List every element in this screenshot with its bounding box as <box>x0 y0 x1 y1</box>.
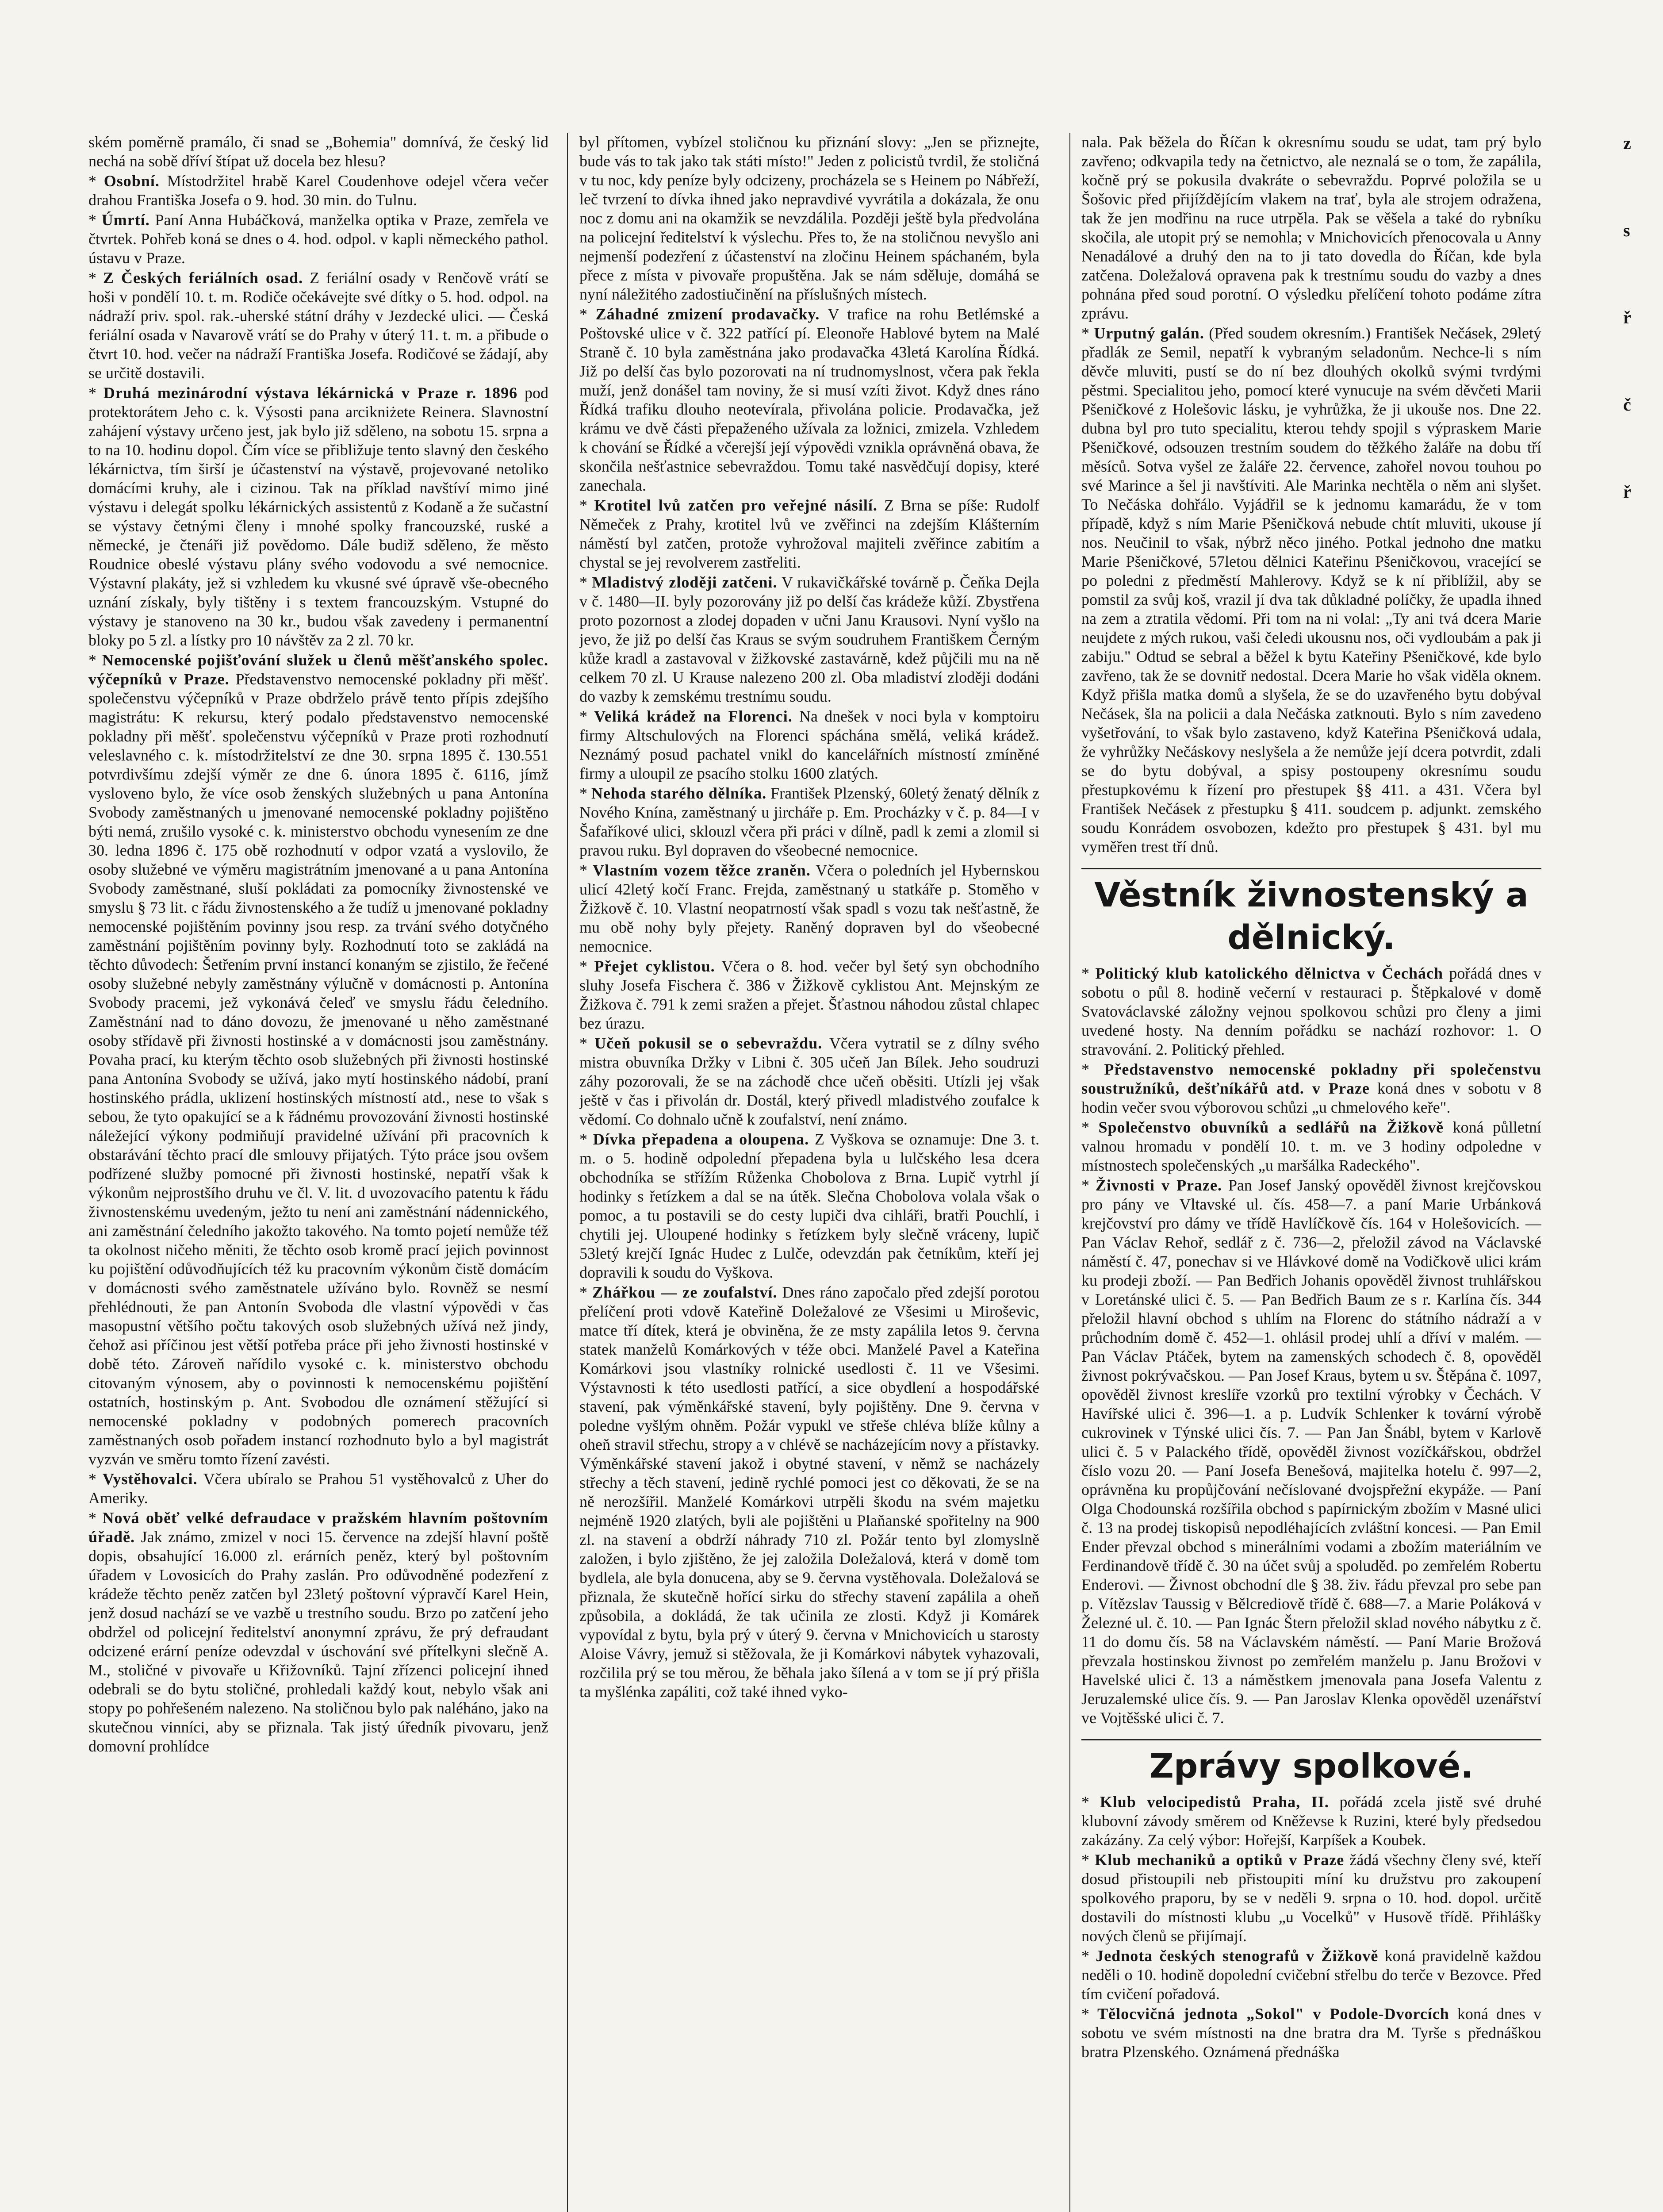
column-divider <box>1069 133 1070 2212</box>
article-marker: * <box>1081 1060 1104 1078</box>
article-paragraph <box>579 784 1039 860</box>
column-2 <box>579 133 1039 2212</box>
article-paragraph <box>1081 1060 1541 1117</box>
article-paragraph <box>88 1470 548 1508</box>
article-body: byl přítomen, vybízel stoličnou ku přiznání slovy: „Jen se přiznejte, bude vás to tak jako tak státi místo!" Jeden z policistů tvrdil, že stoličná v tu noc, kdy peníze byly odcizeny, procházela se s Heinem po Nábřeží, leč tvrzení to dívka ihned jako nepravdivé vyvrátila a dokázala, že onu noc z domu ani na okamžik se nevzdálila. Později ještě byla předvolána na policejní ředitelství k výslechu. Přes to, že na stoličnou nevyšlo ani nejmenší podezření z účastenství na zločinu Heinem spáchaném, byla přece z místa v pivovaře propuštěna. Jak se nám sděluje, domáhá se nyní náležitého zadostiučinění na příslušných místech. <box>579 133 1039 303</box>
edge-letter: z <box>1623 133 1631 153</box>
article-body: Včera vytratil se z dílny svého mistra obuvníka Držky v Libni č. 305 učeň Jan Bílek. Jeho soudruzi záhy pozorovali, že se na záchodě chce učeň oběsiti. Utízli jej však ještě v čas i přivolán dr. Dostál, který přivedl mladistvého zoufalce k vědomí. Co dohnalo učně k zoufalství, není známo. <box>579 1034 1039 1128</box>
article-headline: Nehoda starého dělníka. <box>591 784 767 802</box>
article-headline: Krotitel lvů zatčen pro veřejné násilí. <box>594 496 877 514</box>
article-headline: Veliká krádež na Florenci. <box>594 707 793 725</box>
article-body: Včera o 8. hod. večer byl šetý syn obchodního sluhy Josefa Fischera č. 386 v Žižkově cyklistou Ant. Mejnským ze Žižkova č. 791 k zemi sražen a přejet. Šťastnou náhodou zůstal chlapec bez úrazu. <box>579 957 1039 1032</box>
article-marker: * <box>88 651 102 669</box>
article-marker: * <box>579 957 594 975</box>
article-body: koná dnes v sobotu v 8 hodin večer svou výborovou schůzi „u chmelového keře". <box>1081 1079 1541 1116</box>
article-marker: * <box>579 305 596 323</box>
article-marker: * <box>1081 1176 1096 1194</box>
article-paragraph <box>579 1283 1039 1701</box>
article-paragraph <box>579 305 1039 495</box>
edge-letter: ř <box>1623 482 1631 502</box>
article-marker: * <box>1081 1947 1096 1965</box>
article-marker: * <box>88 269 103 287</box>
article-body: žádá všechny členy své, kteří dosud přistoupili neb přistoupiti míní ku družstvu pro zakoupení spolkového praporu, by se v neděli 9. srpna o 10. hod. dopol. určitě dostavili do místnosti klubu „u Vocelků" v Husově třídě. Přihlášky nových členů se přijímají. <box>1081 1851 1541 1945</box>
article-headline: Zhářkou — ze zoufalství. <box>592 1283 778 1301</box>
article-marker: * <box>88 1470 103 1488</box>
article-body: Z Brna se píše: Rudolf Němeček z Prahy, krotitel lvů ve zvěřinci na zdejším Klášterním náměstí byl zatčen, protože vyhrožoval majiteli zvěřince zabitím a chystal se jej revolverem zastřeliti. <box>579 496 1039 571</box>
article-headline: Tělocvičná jednota „Sokol" v Podole-Dvorcích <box>1097 2005 1449 2023</box>
article-marker: * <box>88 211 102 229</box>
article-headline: Učeň pokusil se o sebevraždu. <box>594 1034 823 1052</box>
article-body: (Před soudem okresním.) František Nečásek, 29letý přadlák ze Semil, nepatří k vybraným seladonům. Nechce-li s ním děvče mluviti, pustí se do ní bez dlouhých okolků svými tvrdými pěstmi. Specialitou jeho, pomocí které vynucuje na svém děvčeti Marii Pšeničkové z Holešovic lásku, je vyhrůžka, že ji ukouše nos. Dne 22. dubna byl pro tuto specialitu, kterou tehdy spojil s výpraskem Marie Pšeničkové, odsouzen trestním soudem do těžkého žaláře na dobu tří měsíců. Sotva vyšel ze žaláře 22. července, zahořel novou touhou po své Marince a šel ji navštíviti. Ale Marinka nechtěla o něm ani slyšet. To Nečáska dohřálo. Vyjádřil se k jednomu kamarádu, že v tom případě, když s ním Marie Pšeničková nebude chtít mluviti, ukouse jí nos. Neučinil to však, nýbrž něco jiného. Potkal jednoho dne matku Marie Pšeničkové, 57letou dělnici Kateřinu Pšeničkovou, vracející se po poledni z předměstí Mahlerovy. Když se k ní přiblížil, aby se pomstil za svůj koš, vrazil jí dva tak důkladné políčky, že upadla ihned na zem a ztratila vědomí. Při tom na ni volal: „Ty ani tvá dcera Marie neujdete z mých rukou, vaši čeledi ukousnu nos, oči vydloubám a pak ji zabiju." Odtud se sebral a běžel k bytu Kateřiny Pšeničkové, kde bylo zavřeno, tak že se dovnitř nedostal. Dcera Marie ho však viděla oknem. Když přišla matka domů a slyšela, že se do uzavřeného bytu dobýval Nečásek, šla na policii a dala Nečáska zatknouti. Bylo s ním zavedeno vyšetřování, to však bylo zastaveno, když Kateřina Pšeničková udala, že vyhrůžky Nečáskovy neslyšela a že nemůže její dcera potvrdit, zdali se do bytu dobýval, a spisy postoupeny okresnímu soudu přestupkovému k řízení pro přestupek §§ 411. a 431. Včera byl František Nečásek z přestupku § 411. soudcem p. adjunkt. zemského soudu Konrádem osvobozen, kdežto pro přestupek § 431. byl mu vyměřen trest tří dnů. <box>1081 324 1541 856</box>
article-body: Místodržitel hrabě Karel Coudenhove odejel včera večer drahou Františka Josefa o 9. hod. 30 min. do Tulnu. <box>88 172 548 209</box>
article-marker: * <box>1081 1851 1095 1869</box>
edge-letter: s <box>1623 220 1630 240</box>
article-paragraph <box>579 133 1039 304</box>
cut-off-adjacent-column <box>1623 133 1650 752</box>
article-body: Jak známo, zmizel v noci 15. července na zdejší hlavní poště dopis, obsahující 16.000 zl. erárních peněz, který byl poštovním úřadem v Lovosicích do Prahy zaslán. Pro odůvodněné podezření z krádeže těchto peněz zatčen byl 23letý poštovní výpravčí Karel Hein, jenž dosud nachází se ve vazbě u trestního soudu. Brzo po zatčení jeho obdržel od policejní ředitelství anonymní zprávu, že prý defraudant odcizené erární peníze odevzdal v úschování své přítelkyni slečně A. M., stoličné v pivovaře u Křižovníků. Tajní zřízenci policejní ihned odebrali se do bytu stoličné, prohledali každý kout, nebylo však ani stopy po pohřešeném nalezeno. Na stoličnou bylo pak naléháno, jako na skutečnou vinníci, aby se přiznala. Tak jistý úředník pivovaru, jenž domovní prohlídce <box>88 1528 548 1755</box>
article-headline: Osobní. <box>103 172 160 190</box>
article-marker: * <box>579 496 594 514</box>
article-headline: Nemocenské pojišťování služek u členů měšťanského spolec. výčepníků v Praze. <box>88 651 548 688</box>
article-body: koná půlletní valnou hromadu v pondělí 10. t. m. ve 3 hodiny odpoledne v místnostech společenských „u maršálka Radeckého". <box>1081 1118 1541 1174</box>
article-headline: Úmrtí. <box>101 211 150 229</box>
article-paragraph <box>88 172 548 210</box>
article-paragraph <box>88 269 548 383</box>
article-body: pořádá zcela jistě své druhé klubovní závody směrem od Kněževse k Ruzini, které byly předsedou zakázány. Za celý výbor: Hořejší, Karpíšek a Koubek. <box>1081 1793 1541 1849</box>
article-marker: * <box>579 707 594 725</box>
article-headline: Nová oběť velké defraudace v pražském hlavním poštovním úřadě. <box>88 1509 548 1546</box>
section-heading: Věstník živnostenský a dělnický. <box>1081 868 1541 959</box>
article-headline: Druhá mezinárodní výstava lékárnická v Praze r. 1896 <box>103 384 518 402</box>
article-body: František Plzenský, 60letý ženatý dělník z Nového Knína, zaměstnaný u jircháře p. Em. Procházky v č. p. 84—I v Šafaříkové ulici, sklouzl včera při práci v dílně, padl k zemi a zlomil si pravou ruku. Byl dopraven do všeobecné nemocnice. <box>579 784 1039 859</box>
article-marker: * <box>88 172 104 190</box>
article-paragraph <box>88 651 548 1469</box>
column-3 <box>1081 133 1541 2212</box>
article-headline: Mladistvý zloději zatčeni. <box>592 573 778 591</box>
article-marker: * <box>579 573 592 591</box>
article-paragraph <box>1081 1851 1541 1946</box>
article-paragraph <box>1081 964 1541 1059</box>
article-headline: Klub velocipedistů Praha, II. <box>1100 1793 1329 1811</box>
article-marker: * <box>88 1509 103 1527</box>
column-divider <box>567 133 568 2212</box>
article-body: nala. Pak běžela do Říčan k okresnímu soudu se udat, tam prý bylo zavřeno; odkvapila tedy na četnictvo, ale neznalá se o tom, že zapálila, kočně prý se pokusila dvakráte o sebevraždu. Poprvé položila se u Šošovic před přijíždějícím vlakem na trať, byla ale strojem odražena, tak že jen modřinu na ruce utrpěla. Pak se věšela a také do rybníku skočila, ale utopit prý se nemohla; v Mnichovicích přenocovala u Anny Nenadálové a druhý den na to ji tato dovedla do Říčan, kde byla zatčena. Doležalová opravena pak k trestnímu soudu do vazby a dnes pohnána před soud porotní. O výsledku přelíčení tohoto podáme zítra zprávu. <box>1081 133 1541 322</box>
article-headline: Z Českých feriálních osad. <box>103 269 303 287</box>
article-body: koná pravidelně každou neděli o 10. hodině dopolední cvičební střelbu do terče v Bezovce. Před tím cvičení pořadová. <box>1081 1947 1541 2003</box>
article-body: Na dnešek v noci byla v komptoiru firmy Altschulových na Florenci spáchána smělá, veliká krádež. Neznámý posud pachatel vnikl do kancelářních místností zmíněné firmy a uloupil ze psacího stolku 1600 zlatých. <box>579 707 1039 782</box>
article-marker: * <box>1081 1118 1099 1136</box>
column-1 <box>88 133 548 2212</box>
article-headline: Vystěhovalci. <box>102 1470 198 1488</box>
article-headline: Záhadné zmizení prodavačky. <box>595 305 820 323</box>
article-paragraph <box>579 707 1039 783</box>
article-headline: Dívka přepadena a oloupena. <box>593 1130 809 1148</box>
article-marker: * <box>579 1283 593 1301</box>
article-paragraph <box>579 957 1039 1033</box>
article-body: Paní Anna Hubáčková, manželka optika v Praze, zemřela ve čtvrtek. Pohřeb koná se dnes o 4. hod. odpol. v kapli německého pathol. ústavu v Praze. <box>88 211 548 267</box>
article-body: Z feriální osady v Renčově vrátí se hoši v pondělí 10. t. m. Rodiče očekávejte své dítky o 5. hod. odpol. na nádraží priv. spol. rak.-uherské státní dráhy v Jezdecké ulici. — Česká feriální osada v Navarově vrátí se do Prahy v úterý 11. t. m. a přibude o čtvrt 10. hod. večer na nádraží Františka Josefa. Rodičové se žádají, aby se určitě dostavili. <box>88 269 548 382</box>
article-body: V trafice na rohu Betlémské a Poštovské ulice v č. 322 patřící pí. Eleonoře Hablové bytem na Malé Straně č. 10 byla zaměstnána jako prodavačka 43letá Karolína Řídká. Již po delší čas bylo pozorovati na ní trudnomyslnost, včera pak řekla muží, jenž donášel tam noviny, že si musí vzíti život. Když dnes ráno Řídká trafiku dlouho neotevírala, přivolána policie. Prodavačka, jež krámu ve dvě části přepaženého užívala za ložnici, zmizela. Vzhledem k chování se Řídké a včerejší její výpovědi vznikla oprávněná obava, že skončila nešťastnice sebevraždou. Tomu také nasvědčují dopisy, které zanechala. <box>579 305 1039 494</box>
article-headline: Klub mechaniků a optiků v Praze <box>1095 1851 1345 1869</box>
article-marker: * <box>579 784 592 802</box>
article-body: Dnes ráno započalo před zdejší porotou přelíčení proti vdově Kateřině Doležalové ze Všesimi u Miroševic, matce tří dítek, která je obviněna, že ze msty zapálila letos 9. června statek manželů Komárkových v téže obci. Manželé Pavel a Kateřina Komárkovi jsou vlastníky rolnické usedlosti č. 11 ve Všesimi. Výstavnosti k této usedlosti patřící, a sice obydlení a hospodářské stavení, pak výměnkářské stavení, byly pojištěny. Dne 9. června v poledne vyšlým ohněm. Požár vypukl ve střeše chléva blíže kůlny a oheň stravil střechu, stropy a v chlévě se nacházejícím novy a přístavky. Výměnkářské stavení jakož i obytné stavení, v němž se nacházely střechy a těch stavení, jedině rychlé pomoci jest co děkovati, že se na ně nerozšířil. Manželé Komárkovi utrpěli škodu na svém majetku nejméně 1920 zlatých, byli ale pojištěni u Plaňanské spořitelny na 900 zl. na stavení a obdrží náhrady 710 zl. Požár tento byl zlomyslně založen, i bylo zjištěno, že jej založila Doležalová, která v domě tom bydlela, ale byla donucena, aby se 9. června vystěhovala. Doležalová se přiznala, že skutečně hořící sirku do střechy stavení zapálila a oheň způsobila, a dokládá, že tak učinila ze zlosti. Když ji Komárek vypovídal z bytu, byla prý v úterý 9. června v Mnichovicích u starosty Aloise Vávry, jemuž si stěžovala, že ji Komárkovi nábytek vyhazovali, rozčilila prý se tou měrou, že běhala jako šílená a v tom se jí prý přišla ta myšlénka zapáliti, což také ihned vyko- <box>579 1283 1039 1701</box>
article-body: Představenstvo nemocenské pokladny při měšť. společenstvu výčepníků v Praze obdrželo právě tento přípis zdejšího magistrátu: K rekursu, který podalo představenstvo nemocenské pokladny při měšť. společenstvu výčepníků v Praze proti rozhodnutí veleslavného c. k. místodržitelství ze dne 30. srpna 1895 č. 130.551 potvrdivšímu zdejší výměr ze dne 6. února 1895 č. 6116, jímž vysloveno bylo, že více osob ženských služebných u pana Antonína Svobody zaměstnaných u jmenované nemocenské pokladny pojištěno býti nemá, zrušilo vysoké c. k. ministerstvo obchodu vynesením ze dne 30. ledna 1896 č. 175 obě rozhodnutí v odpor vzatá a vyslovilo, že osoby služebné ve výměru magistrátním jmenované a u pana Antonína Svobody zaměstnané, sluší pokládati za pomocníky živnostenské ve smyslu § 73 lit. c řádu živnostenského a že tudíž u jmenované pokladny nemocenské pojištěním povinny jsou resp. za trvání svého dotyčného zaměstnání pojištěním povinny byly. Rozhodnutí toto se zakládá na těchto důvodech: Šetřením první instancí konaným se zjistilo, že řečené osoby služebné nebyly zaměstnány výlučně v domácnosti p. Antonína Svobody pracemi, jež vykonává čeleď ve smyslu řádu čeledního. Zaměstnání nad to dáno dovozu, že jmenované u něho zaměstnané osoby střídavě při živnosti hostinské a v domácnosti jsou zaměstnány. Povaha prací, ku kterým těchto osob služebných při živnosti hostinské pana Antonína Svobody se užívá, jako mytí hostinského nádobí, praní hostinského prádla, uklizení hostinských místností atd., nese to však s sebou, že tyto opakující se a k řádnému provozování živnosti hostinské náležející výkony podmiňují pravidelné užívání při pracovních k obstarávání těchto prací dle smlouvy přijatých. Týto práce jsou ovšem podřízené služby pomocné při živnosti hostinské, nepatří však k výkonům nejprostšího druhu ve čl. V. lit. d uvozovacího patentu k řádu živnostenskému uvedeným, ježto tu není ani zaměstnání nádennického, ani zaměstnání čeledního jakožto takového. Na tomto pojetí nemůže též ta okolnost ničeho měniti, že těchto osob kromě prací jejich povinnost ku pojištění odůvodňujících též ku pracovním výkonům čistě domácím v domácnosti svého zaměstnatele užíváno bylo. Rovněž se nesmí přehlédnouti, že pan Antonín Svoboda dle vlastní výpovědi v čas masopustní většího počtu takových osob služebných užívá než jindy, čehož asi příčinou jest větší potřeba práce při jeho živnosti hostinské v době této. Zároveň nařídilo vysoké c. k. ministerstvo obchodu citovaným výnosem, aby o povinnosti k nemocenskému pojištění ostatních, hostinským p. Ant. Svobodou dle oznámení stěžující si nemocenské pokladny v podobných pomerech pracovních zaměstnaných osob pořadem instancí rozhodnuto bylo a byl magistrát vyzván ve směru tomto řízení zavésti. <box>88 670 548 1468</box>
article-marker: * <box>1081 2005 1098 2023</box>
article-paragraph <box>1081 2005 1541 2062</box>
article-body: pořádá dnes v sobotu o půl 8. hodině večerní v restauraci p. Štěpkalové v domě Svatováclavské záložny vejnou spolkovou schůzi pro členy a jimi uvedené hosty. Na denním pořádku se nachází rozhovor: 1. O stravování. 2. Politický přehled. <box>1081 964 1541 1058</box>
article-paragraph <box>88 384 548 650</box>
article-paragraph <box>1081 1793 1541 1850</box>
article-headline: Vlastním vozem těžce zraněn. <box>593 861 811 879</box>
article-headline: Společenstvo obuvníků a sedlářů na Žižkově <box>1098 1118 1444 1136</box>
article-headline: Politický klub katolického dělnictva v Čechách <box>1095 964 1444 982</box>
article-marker: * <box>1081 964 1096 982</box>
article-paragraph <box>1081 1947 1541 2004</box>
article-paragraph <box>1081 1176 1541 1728</box>
article-headline: Urputný galán. <box>1094 324 1204 342</box>
article-body: Včera ubíralo se Prahou 51 vystěhovalců z Uher do Ameriky. <box>88 1470 548 1507</box>
article-paragraph <box>579 861 1039 956</box>
article-paragraph <box>579 496 1039 572</box>
article-headline: Představenstvo nemocenské pokladny při společenstvu soustružníků, dešťníkářů atd. v Praze <box>1081 1060 1541 1097</box>
article-headline: Jednota českých stenografů v Žižkově <box>1096 1947 1379 1965</box>
article-marker: * <box>88 384 103 402</box>
article-marker: * <box>1081 324 1094 342</box>
article-paragraph <box>88 211 548 268</box>
article-paragraph <box>579 1034 1039 1129</box>
edge-letter: ř <box>1623 307 1631 327</box>
article-body: Včera o poledních jel Hybernskou ulicí 42letý kočí Franc. Frejda, zaměstnaný u statkáře p. Stoměho v Žižkově č. 10. Vlastní neopatrností však spadl s vozu tak nešťastně, že mu obě nohy byly přejety. Raněný dopraven byl do všeobecné nemocnice. <box>579 861 1039 955</box>
article-paragraph <box>579 1130 1039 1282</box>
article-paragraph <box>1081 324 1541 856</box>
article-marker: * <box>1081 1793 1100 1811</box>
section-heading: Zprávy spolkové. <box>1081 1739 1541 1787</box>
article-paragraph <box>88 133 548 171</box>
article-body: Z Vyškova se oznamuje: Dne 3. t. m. o 5. hodině odpolední přepadena byla u lulčského lesa dcera obchodníka se střížím Růženka Chobolova z Brna. Lupič vytrhl jí hodinky s řetízkem a dal se na útěk. Slečna Chobolova volala však o pomoc, a tu postavili se do cesty lupiči dva cihláři, bratři Pouchlí, i chytili jej. Uloupené hodinky s řetízkem byly slečně vráceny, lupič 53letý krejčí Ignác Hudec z Lulče, odevzdán pak četníkům, kteří jej dopravili k soudu do Vyškova. <box>579 1130 1039 1281</box>
edge-letter: č <box>1623 395 1631 415</box>
article-headline: Živnosti v Praze. <box>1096 1176 1222 1194</box>
article-body: ském poměrně pramálo, či snad se „Bohemia" domnívá, že český lid nechá na sobě dříví štípat už docela bez hlesu? <box>88 133 548 170</box>
article-body: koná dnes v sobotu ve svém místnosti na dne bratra dra M. Tyrše s přednáškou bratra Plzenského. Oznámená přednáška <box>1081 2005 1541 2061</box>
article-marker: * <box>579 1130 593 1148</box>
article-paragraph <box>1081 1118 1541 1175</box>
article-body: V rukavičkářské továrně p. Čeňka Dejla v č. 1480—II. byly pozorovány již po delší čas krádeže kůží. Zbystřena proto pozornost a zlodej dopaden v učni Janu Krausovi. Nyní vyšlo na jevo, že již po delší čas Kraus se svým soudruhem Františkem Černým kůže kradl a zastavoval v žižkovské zastavárně, kdež půjčili mu na ně celkem 70 zl. U Krause nalezeno 200 zl. Oba mladiství zloději dodáni do vazby k zemskému trestnímu soudu. <box>579 573 1039 705</box>
article-paragraph <box>88 1509 548 1756</box>
article-marker: * <box>579 1034 595 1052</box>
article-body: pod protektorátem Jeho c. k. Výsosti pana arcikniżete Reinera. Slavnostní zahájení výstavy určeno jest, jak bylo již sděleno, na sobotu 15. srpna a to na 10. hodinu dopol. Čím více se přibližuje tento slavný den českého lékárnictva, tím širší je účastenství na výstavě, projevované netoliko domácími kruhy, ale i cizinou. Tak na příklad navštíví mimo jiné výstavu i delegát spolku lékárnických assistentů z Kodaně a že sučastní se výstavy četnými členy i mnohé spolky francouzské, ruské a německé, je čtenáři již povědomo. Dále budiž sděleno, že město Roudnice obeslé výstavu plány svého vodovodu a své nemocnice. Výstavní plakáty, jež si vzhledem ku vkusné své úpravě vše-obecného uznání získaly, byly tištěny i s textem francouzským. Vstupné do výstavy je stanoveno na 30 kr., budou však zavedeny i permanentní bloky po 5 zl. a lístky pro 10 návštěv za 2 zl. 70 kr. <box>88 384 548 649</box>
article-paragraph <box>579 573 1039 706</box>
article-body: Pan Josef Janský opověděl živnost krejčovskou pro pány ve Vltavské ul. čís. 458—7. a paní Marie Urbánková krejčovství pro dámy ve třídě Havlíčkově čís. 164 v Holešovicích. — Pan Václav Rehoř, sedlář z č. 736—2, přeložil závod na Václavské náměstí č. 47, ponechav si ve Hlávkové domě na Vodičkově ulici krám ku prodeji zboží. — Pan Bedřich Johanis opověděl živnost truhlářskou v Loretánské ulici č. 5. — Pan Bedřich Baum ze s r. Karlína čís. 344 přeložil hlavní obchod s uhlím na Florenc do státního nádraží a v průchodním domě č. 452—1. ohlásil prodej uhlí a dříví v malém. — Pan Václav Ptáček, bytem na zamenských schodech č. 8, opověděl živnost pokrývačskou. — Pan Josef Kraus, bytem u sv. Štěpána č. 1097, opověděl živnost kreslíře vzorků pro textilní výrobky v Čechách. V Havířské ulici č. 396—1. a p. Ludvík Schlenker k tovární výrobě cukrovinek v Týnské ulici čís. 7. — Pan Jan Šnábl, bytem v Karlově ulici č. 5 v Palackého třídě, opověděl živnost vozíčkářskou, obdržel číslo vozu 20. — Paní Josefa Benešová, majitelka hotelu č. 997—2, oprávněna ku propůjčování nečíslované dvojspřežní ekypáže. — Paní Olga Chodounská rozšířila obchod s papírnickým zbožím v Masné ulici č. 13 na prodej tiskopisů nepodléhajících zvláštní koncesi. — Pan Emil Ender převzal obchod s minerálními vodami a zbožím materiálním ve Ferdinandově třídě č. 30 na účet svůj a spoluděd. po zemřelém Robertu Enderovi. — Živnost obchodní dle § 38. živ. řádu převzal pro sebe pan p. Vítězslav Taussig v Bělcrediově třídě č. 688—7. a Marie Poláková v Železné ul. č. 10. — Pan Ignác Štern přeložil sklad nového nábytku z č. 11 do domu čís. 58 na Václavském náměstí. — Paní Marie Brožová převzala hostinskou živnost po zemřelém manželu p. Janu Brožovi v Havelské ulici č. 13 a náměstkem jmenovala pana Josefa Valentu z Jeruzalemské ulice čís. 9. — Pan Jaroslav Klenka opověděl uzenářství ve Vojtěšské ulici č. 7. <box>1081 1176 1541 1727</box>
article-headline: Přejet cyklistou. <box>594 957 715 975</box>
article-paragraph <box>1081 133 1541 323</box>
article-marker: * <box>579 861 593 879</box>
